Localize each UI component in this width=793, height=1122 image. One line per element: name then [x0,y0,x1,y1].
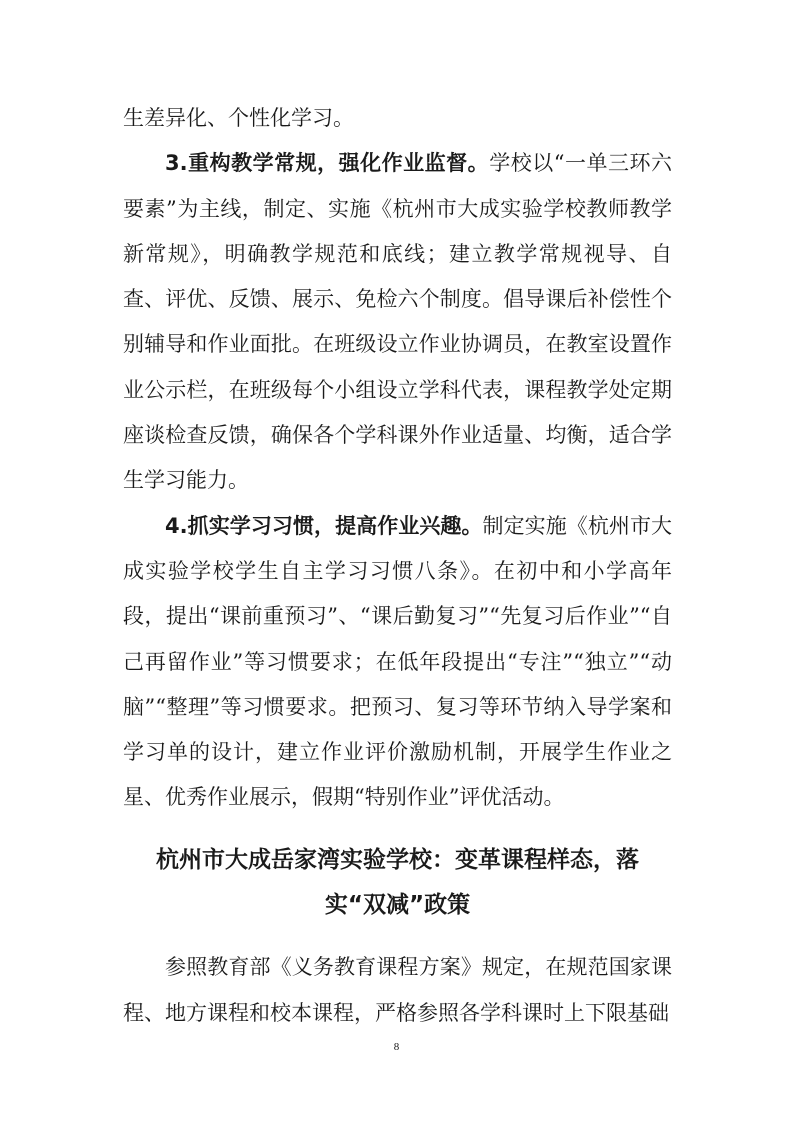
section-intro [123,944,672,1036]
item-4-body: 制定实施《杭州市大成实验学校学生自主学习习惯八条》。在初中和小学高年段，提出“课前重预习”、“课后勤复习”“先复习后作业”“自己再留作业”等习惯要求；在低年段提出“专注”“独立”“动脑”“整理”等习惯要求。把预习、复习等环节纳入导学案和学习单的设计，建立作业评价激励机制，开展学生作业之星、优秀作业展示，假期“特别作业”评优活动。 [123,513,673,810]
page-number: 8 [393,1041,400,1053]
body-text [123,96,672,821]
section-intro-paragraph: 参照教育部《义务教育课程方案》规定，在规范国家课程、地方课程和校本课程，严格参照各学科课时上下限基础 [123,955,672,1025]
item-4-title: 4.抓实学习习惯，提高作业兴趣。 [165,513,483,538]
section-heading-line-2: 实“双减”政策 [324,892,471,918]
item-3-paragraph [123,141,672,503]
item-3-body: 学校以“一单三环六要素”为主线，制定、实施《杭州市大成实验学校教师教学新常规》，明确教学规范和底线；建立教学常规视导、自查、评优、反馈、展示、免检六个制度。倡导课后补偿性个别辅导和作业面批。在班级设立作业协调员，在教室设置作业公示栏，在班级每个小组设立学科代表，课程教学处定期座谈检查反馈，确保各个学科课外作业适量、均衡，适合学生学习能力。 [123,151,672,493]
continuation-paragraph: 生差异化、个性化学习。 [123,106,354,130]
section-heading-line-1: 杭州市大成岳家湾实验学校：变革课程样态，落 [156,847,639,873]
item-3-title: 3.重构教学常规，强化作业监督。 [165,151,490,176]
item-4-paragraph [123,504,672,821]
section-heading [123,838,672,928]
